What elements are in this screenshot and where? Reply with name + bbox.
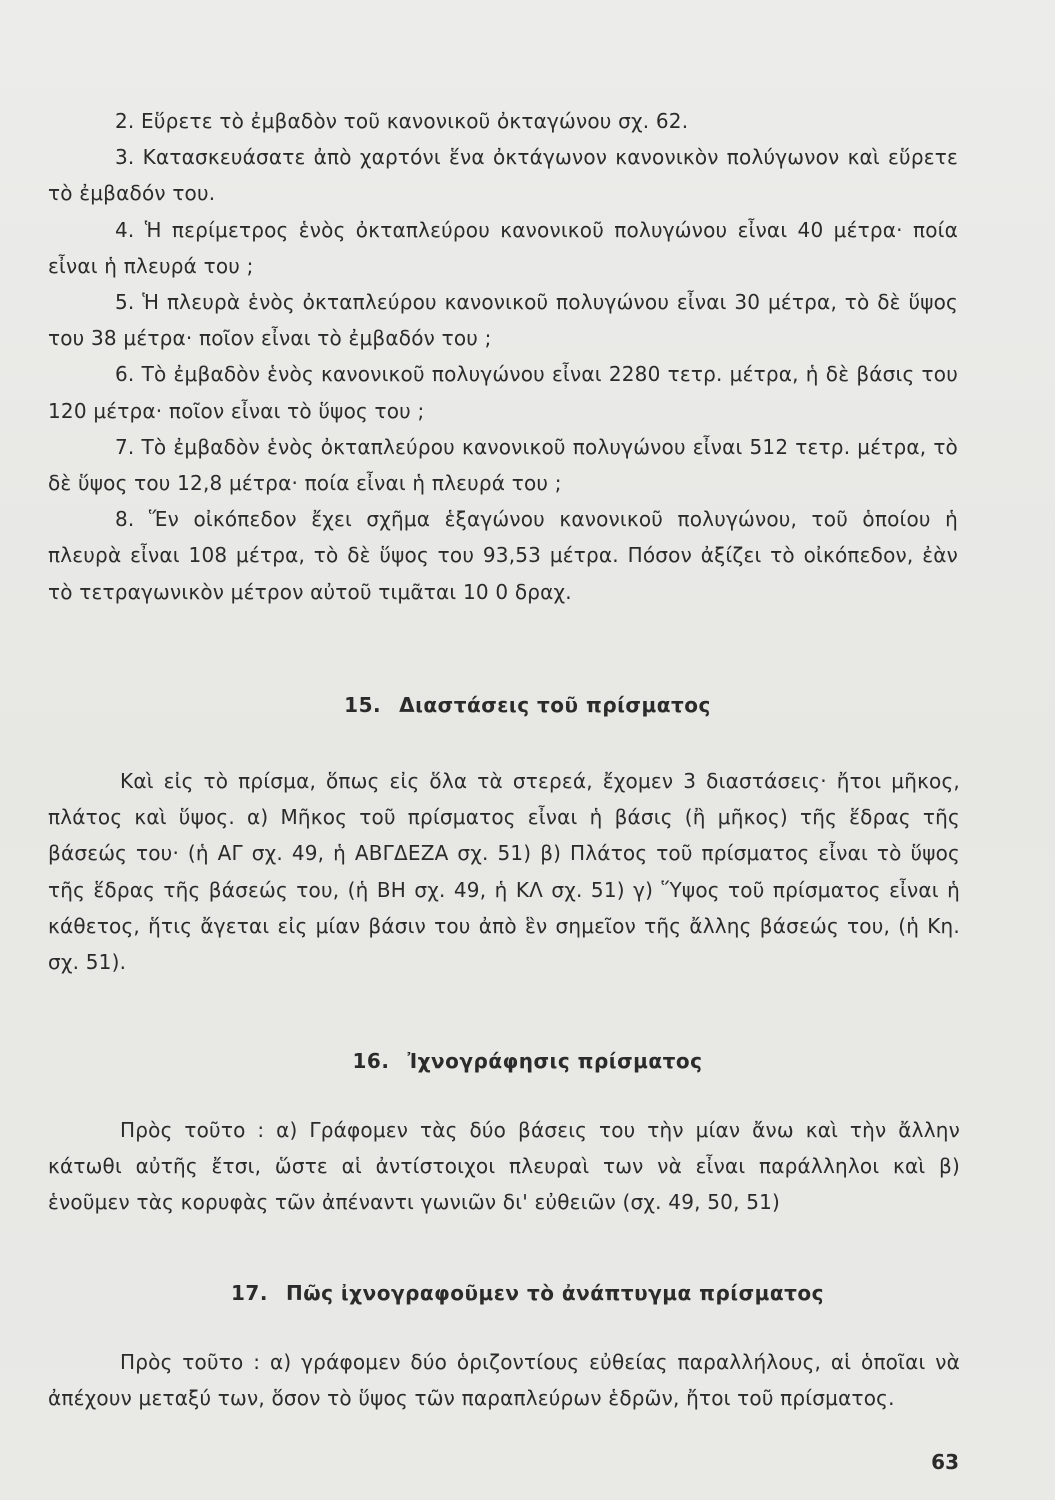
section-title: Διαστάσεις τοῦ πρίσματος <box>399 693 711 717</box>
exercise-item: 4. Ἡ περίμετρος ἑνὸς ὀκταπλεύρου κανονικοῦ πολυγώνου εἶναι 40 μέτρα· ποία εἶναι ἡ πλευρά του ; <box>48 217 958 278</box>
section-paragraph: Πρὸς τοῦτο : α) Γράφομεν τὰς δύο βάσεις του τὴν μίαν ἄνω καὶ τὴν ἄλλην κάτωθι αὐτῆς ἔτσι, ὥστε αἱ ἀντίστοιχοι πλευραὶ των νὰ εἶναι παράλληλοι καὶ β) ἑνοῦμεν τὰς κορυφὰς τῶν ἀπέναντι γωνιῶν δι' εὐθειῶν (σχ. 49, 50, 51) <box>48 1118 960 1215</box>
section-paragraph: Πρὸς τοῦτο : α) γράφομεν δύο ὁριζοντίους εὐθείας παραλλήλους, αἱ ὁποῖαι νὰ ἀπέχουν μεταξύ των, ὅσον τὸ ὕψος τῶν παραπλεύρων ἑδρῶν, ἤτοι τοῦ πρίσματος. <box>48 1350 960 1411</box>
exercise-item: 3. Κατασκευάσατε ἀπὸ χαρτόνι ἕνα ὀκτάγωνον κανονικὸν πολύγωνον καὶ εὕρετε τὸ ἐμβαδόν του. <box>48 145 958 206</box>
section-number: 16. <box>352 1049 390 1073</box>
section-number: 17. <box>231 1281 268 1305</box>
section-body-16 <box>48 1112 960 1221</box>
section-title: Πῶς ἰχνογραφοῦμεν τὸ ἀνάπτυγμα πρίσματος <box>285 1281 824 1305</box>
exercise-item: 2. Εὕρετε τὸ ἐμβαδὸν τοῦ κανονικοῦ ὀκταγώνου σχ. 62. <box>115 109 689 133</box>
section-heading-16 <box>0 1049 1055 1073</box>
exercise-item: 7. Τὸ ἐμβαδὸν ἑνὸς ὀκταπλεύρου κανονικοῦ πολυγώνου εἶναι 512 τετρ. μέτρα, τὸ δὲ ὕψος του 12,8 μέτρα· ποία εἶναι ἡ πλευρά του ; <box>48 434 958 496</box>
exercise-list <box>48 103 958 610</box>
exercise-item: 6. Τὸ ἐμβαδὸν ἑνὸς κανονικοῦ πολυγώνου εἶναι 2280 τετρ. μέτρα, ἡ δὲ βάσις του 120 μέτρα· ποῖον εἶναι τὸ ὕψος του ; <box>48 362 958 423</box>
exercise-item: 5. Ἡ πλευρὰ ἑνὸς ὀκταπλεύρου κανονικοῦ πολυγώνου εἶναι 30 μέτρα, τὸ δὲ ὕψος του 38 μέτρα· ποῖον εἶναι τὸ ἐμβαδόν του ; <box>48 290 958 351</box>
section-paragraph: Καὶ εἰς τὸ πρίσμα, ὅπως εἰς ὅλα τὰ στερεά, ἔχομεν 3 διαστάσεις· ἤτοι μῆκος, πλάτος καὶ ὕψος. α) Μῆκος τοῦ πρίσματος εἶναι ἡ βάσις (ἢ μῆκος) τῆς ἕδρας τῆς βάσεώς του· (ἡ ΑΓ σχ. 49, ἡ ΑΒΓΔΕΖΑ σχ. 51) β) Πλάτος τοῦ πρίσματος εἶναι τὸ ὕψος τῆς ἕδρας τῆς βάσεώς του, (ἡ ΒΗ σχ. 49, ἡ ΚΛ σχ. 51) γ) Ὕψος τοῦ πρίσματος εἶναι ἡ κάθετος, ἥτις ἄγεται εἰς μίαν βάσιν του ἀπὸ ἓν σημεῖον τῆς ἄλλης βάσεώς του, (ἡ Κη. σχ. 51). <box>48 769 960 975</box>
section-heading-15 <box>0 693 1055 717</box>
section-body-17 <box>48 1344 960 1416</box>
exercise-item: 8. Ἕν οἰκόπεδον ἔχει σχῆμα ἑξαγώνου κανονικοῦ πολυγώνου, τοῦ ὁποίου ἡ πλευρὰ εἶναι 108 μέτρα, τὸ δὲ ὕψος του 93,53 μέτρα. Πόσον ἀξίζει τὸ οἰκόπεδον, ἐὰν τὸ τετραγωνικὸν μέτρον αὐτοῦ τιμᾶται 10 0 δραχ. <box>48 507 958 604</box>
section-number: 15. <box>344 693 382 717</box>
section-body-15 <box>48 763 960 980</box>
section-heading-17 <box>0 1281 1055 1305</box>
section-title: Ἰχνογράφησις πρίσματος <box>407 1049 703 1073</box>
page-number: 63 <box>931 1450 959 1474</box>
